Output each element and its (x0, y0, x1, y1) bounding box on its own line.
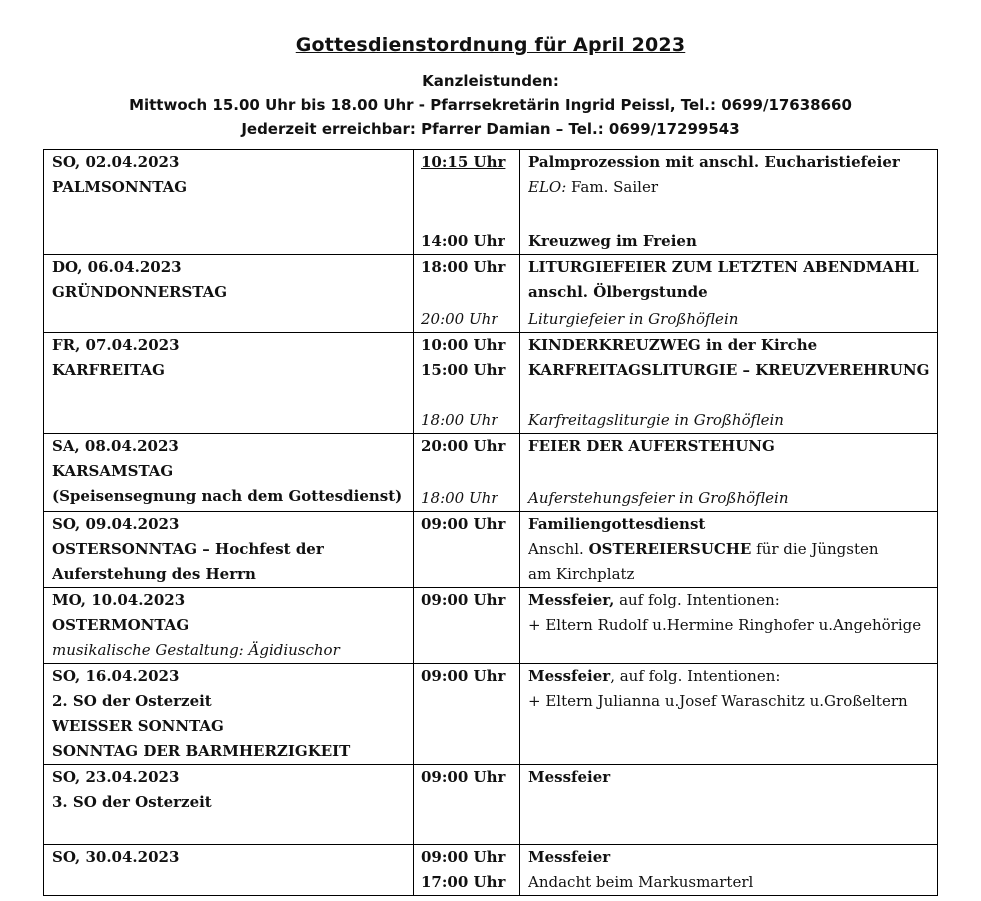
feast-note: (Speisensegnung nach dem Gottesdienst) (52, 487, 403, 505)
event-detail: Liturgiefeier in Großhöflein (528, 310, 739, 328)
event-detail: Andacht beim Markusmarterl (528, 873, 754, 891)
date-cell (44, 150, 414, 255)
feast-name: OSTERSONNTAG – Hochfest der (52, 540, 324, 558)
table-row (44, 333, 938, 434)
feast-name: PALMSONNTAG (52, 178, 188, 196)
service-schedule-table (43, 149, 938, 896)
service-date: SA, 08.04.2023 (52, 437, 179, 455)
date-cell (44, 765, 414, 845)
table-row (44, 255, 938, 333)
table-row (44, 845, 938, 896)
service-time: 20:00 Uhr (421, 437, 506, 455)
event-cell (520, 150, 938, 255)
event-detail (528, 175, 937, 200)
date-cell (44, 664, 414, 765)
date-cell (44, 333, 414, 434)
service-time: 14:00 Uhr (421, 232, 506, 250)
elo-label: ELO: (528, 178, 567, 196)
feast-name: OSTERMONTAG (52, 616, 190, 634)
feast-name: Auferstehung des Herrn (52, 565, 256, 583)
event-highlight: Messfeier (528, 667, 611, 685)
event-title: Palmprozession mit anschl. Eucharistiefeier (528, 153, 900, 171)
feast-name: 3. SO der Osterzeit (52, 793, 212, 811)
event-text: , auf folg. Intentionen: (610, 667, 781, 685)
event-title: FEIER DER AUFERSTEHUNG (528, 437, 775, 455)
feast-name: SONNTAG DER BARMHERZIGKEIT (52, 742, 351, 760)
time-cell (414, 588, 520, 664)
time-cell (414, 434, 520, 512)
office-hours-heading: Kanzleistunden: (422, 72, 559, 90)
service-date: DO, 06.04.2023 (52, 258, 182, 276)
time-cell (414, 150, 520, 255)
event-title: anschl. Ölbergstunde (528, 283, 708, 301)
service-date: FR, 07.04.2023 (52, 336, 180, 354)
event-cell (520, 664, 938, 765)
service-date: MO, 10.04.2023 (52, 591, 186, 609)
event-cell (520, 588, 938, 664)
event-highlight: Messfeier, (528, 591, 615, 609)
time-cell (414, 765, 520, 845)
event-title: Messfeier (528, 848, 611, 866)
date-cell (44, 845, 414, 896)
service-time: 09:00 Uhr (421, 848, 506, 866)
page-title: Gottesdienstordnung für April 2023 (295, 34, 686, 56)
service-time: 09:00 Uhr (421, 667, 506, 685)
date-cell (44, 255, 414, 333)
service-time: 09:00 Uhr (421, 591, 506, 609)
service-time: 18:00 Uhr (421, 489, 499, 507)
table-row (44, 434, 938, 512)
event-cell (520, 255, 938, 333)
elo-value: Fam. Sailer (566, 178, 658, 196)
service-time: 10:00 Uhr (421, 336, 506, 354)
date-cell (44, 512, 414, 588)
service-date: SO, 30.04.2023 (52, 848, 180, 866)
table-row (44, 150, 938, 255)
office-hours-line: Mittwoch 15.00 Uhr bis 18.00 Uhr - Pfarrsekretärin Ingrid Peissl, Tel.: 0699/17638660 (129, 96, 852, 114)
event-cell (520, 512, 938, 588)
feast-name: WEISSER SONNTAG (52, 717, 224, 735)
event-title (528, 664, 937, 689)
service-time: 15:00 Uhr (421, 361, 506, 379)
event-cell (520, 845, 938, 896)
service-time: 18:00 Uhr (421, 411, 499, 429)
event-detail: Karfreitagsliturgie in Großhöflein (528, 411, 784, 429)
priest-contact-line: Jederzeit erreichbar: Pfarrer Damian – Tel.: 0699/17299543 (241, 120, 740, 138)
feast-name: KARSAMSTAG (52, 462, 174, 480)
event-detail: am Kirchplatz (528, 565, 635, 583)
event-text: Anschl. (528, 540, 589, 558)
event-text: auf folg. Intentionen: (614, 591, 780, 609)
event-detail: Auferstehungsfeier in Großhöflein (528, 489, 789, 507)
service-date: SO, 23.04.2023 (52, 768, 180, 786)
time-cell (414, 512, 520, 588)
table-row (44, 664, 938, 765)
event-title: Messfeier (528, 768, 611, 786)
service-time: 20:00 Uhr (421, 310, 499, 328)
event-cell (520, 333, 938, 434)
event-cell (520, 434, 938, 512)
event-title: LITURGIEFEIER ZUM LETZTEN ABENDMAHL (528, 258, 919, 276)
table-row (44, 765, 938, 845)
event-title: KARFREITAGSLITURGIE – KREUZVEREHRUNG (528, 361, 930, 379)
event-cell (520, 765, 938, 845)
service-time: 18:00 Uhr (421, 258, 506, 276)
event-highlight: OSTEREIERSUCHE (588, 540, 752, 558)
event-detail: + Eltern Julianna u.Josef Waraschitz u.Großeltern (528, 692, 908, 710)
feast-name: KARFREITAG (52, 361, 165, 379)
date-cell (44, 434, 414, 512)
feast-name: 2. SO der Osterzeit (52, 692, 212, 710)
event-title: Kreuzweg im Freien (528, 232, 697, 250)
time-cell (414, 664, 520, 765)
service-time: 10:15 Uhr (421, 153, 506, 171)
event-text: für die Jüngsten (751, 540, 879, 558)
time-cell (414, 845, 520, 896)
date-cell (44, 588, 414, 664)
time-cell (414, 333, 520, 434)
event-title: Familiengottesdienst (528, 515, 706, 533)
service-date: SO, 16.04.2023 (52, 667, 180, 685)
event-detail: + Eltern Rudolf u.Hermine Ringhofer u.Angehörige (528, 616, 922, 634)
feast-note: musikalische Gestaltung: Ägidiuschor (52, 641, 340, 659)
service-time: 09:00 Uhr (421, 768, 506, 786)
service-time: 17:00 Uhr (421, 873, 506, 891)
table-row (44, 512, 938, 588)
event-title: KINDERKREUZWEG in der Kirche (528, 336, 818, 354)
event-detail (528, 537, 937, 562)
service-time: 09:00 Uhr (421, 515, 506, 533)
feast-name: GRÜNDONNERSTAG (52, 283, 228, 301)
service-date: SO, 02.04.2023 (52, 153, 180, 171)
event-title (528, 588, 937, 613)
table-row (44, 588, 938, 664)
service-date: SO, 09.04.2023 (52, 515, 180, 533)
time-cell (414, 255, 520, 333)
